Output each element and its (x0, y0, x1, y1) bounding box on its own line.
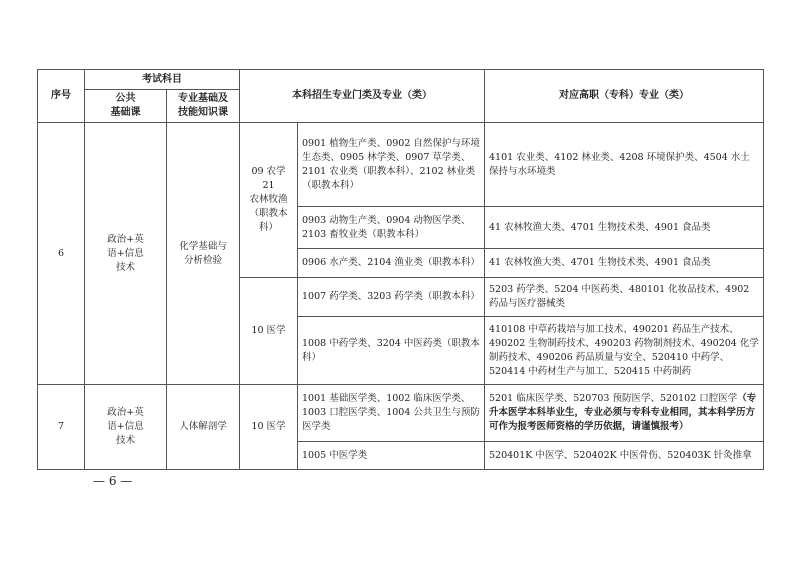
row6-vocational-2: 41 农林牧渔大类、4701 生物技术类、4901 食品类 (485, 207, 764, 249)
row7-vocational-2: 520401K 中医学、520402K 中医骨伤、520403K 针灸推拿 (485, 442, 764, 470)
row6-vocational-4: 5203 药学类、5204 中医药类、480101 化妆品技术、4902 药品与医疗器械类 (485, 278, 764, 317)
row6-category-agriculture: 09 农学 21 农林牧渔 （职教本 科） (240, 123, 298, 278)
row7-public-course: 政治+英 语+信息 技术 (85, 385, 167, 470)
row6-major-5: 1008 中药学类、3204 中医药类（职教本科） (298, 317, 485, 385)
row7-major-2: 1005 中医学类 (298, 442, 485, 470)
row7-major-1: 1001 基础医学类、1002 临床医学类、1003 口腔医学类、1004 公共卫生与预防医学类 (298, 385, 485, 442)
row6-category-medicine: 10 医学 (240, 278, 298, 385)
row7-category-medicine: 10 医学 (240, 385, 298, 470)
row6-vocational-1: 4101 农业类、4102 林业类、4208 环境保护类、4504 水土保持与水环境类 (485, 123, 764, 207)
row7-vocational-1 (485, 385, 764, 442)
row6-major-4: 1007 药学类、3203 药学类（职教本科） (298, 278, 485, 317)
header-undergrad-majors: 本科招生专业门类及专业（类） (240, 70, 485, 123)
header-professional-basic: 专业基础及 技能知识课 (167, 90, 240, 123)
row6-vocational-3: 41 农林牧渔大类、4701 生物技术类、4901 食品类 (485, 249, 764, 278)
row6-seq: 6 (38, 123, 85, 385)
row6-professional-course: 化学基础与 分析检验 (167, 123, 240, 385)
header-exam-subjects: 考试科目 (85, 70, 240, 90)
row6-major-1: 0901 植物生产类、0902 自然保护与环境生态类、0905 林学类、0907 草学类、2101 农业类（职教本科）、2102 林业类（职教本科） (298, 123, 485, 207)
row6-major-3: 0906 水产类、2104 渔业类（职教本科） (298, 249, 485, 278)
row7-seq: 7 (38, 385, 85, 470)
page-number: — 6 — (93, 474, 133, 488)
row7-vocational-1-note: （专升本医学本科毕业生，专业必须与专科专业相同，其本科学历方可作为报考医师资格的学历依据，请谨慎报考） (489, 393, 757, 432)
header-public-basic: 公共 基础课 (85, 90, 167, 123)
row6-public-course: 政治+英 语+信息 技术 (85, 123, 167, 385)
row6-vocational-5: 410108 中草药栽培与加工技术、490201 药品生产技术、490202 生物制药技术、490203 药物制剂技术、490204 化学制药技术、490206 药品质量与安全、520410 中药学、520414 中药材生产与加工、520415 中药制药 (485, 317, 764, 385)
row6-major-2: 0903 动物生产类、0904 动物医学类、2103 畜牧业类（职教本科） (298, 207, 485, 249)
header-seq: 序号 (38, 70, 85, 123)
header-vocational-majors: 对应高职（专科）专业（类） (485, 70, 764, 123)
admission-table (37, 69, 764, 470)
row7-vocational-1-majors: 5201 临床医学类、520703 预防医学、520102 口腔医学 (489, 393, 738, 404)
row7-professional-course: 人体解剖学 (167, 385, 240, 470)
